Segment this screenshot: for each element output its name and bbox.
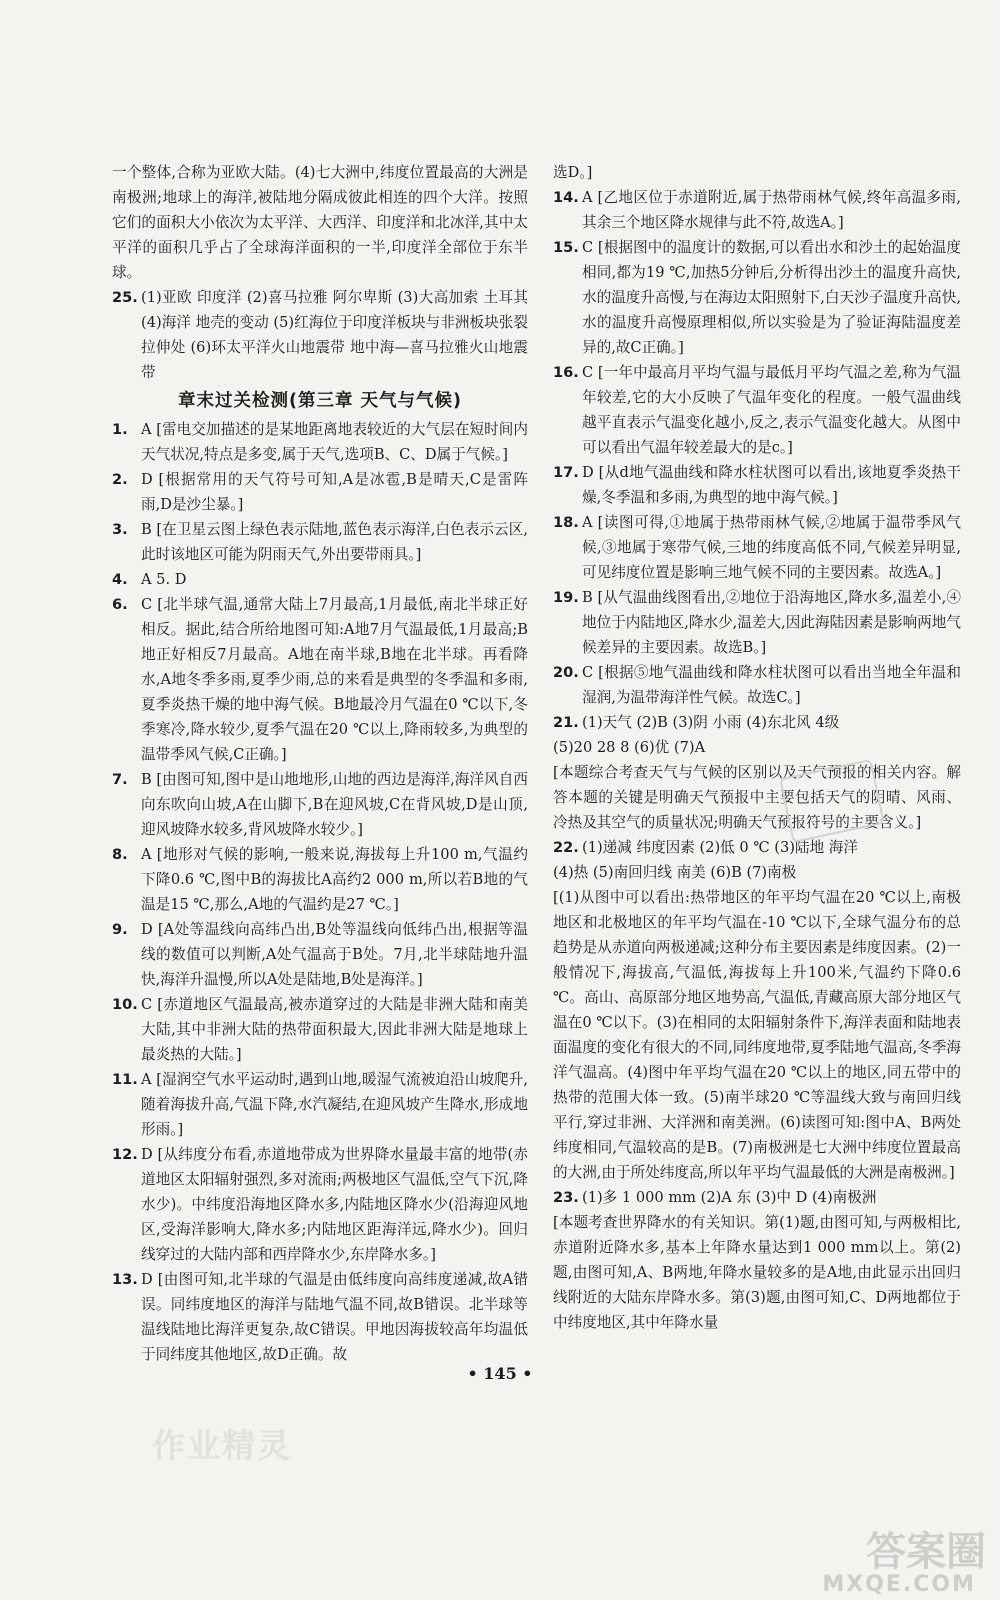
item-text: C [根据图中的温度计的数据,可以看出水和沙土的起始温度相同,都为19 ℃,加热5分钟后,分析得出沙土的温度升高快,水的温度升高慢,与在海边太阳照射下,白天沙子温度升高快,水的温度升高慢原理相似,所以实验是为了验证海陆温度差异的,故C正确。] [582, 239, 961, 356]
item-number: 19. [553, 589, 579, 606]
right-column [553, 160, 961, 1335]
item-number: 3. [112, 521, 128, 538]
item-text: D [从d地气温曲线和降水柱状图可以看出,该地夏季炎热干燥,冬季温和多雨,为典型的地中海气候。] [582, 464, 961, 506]
item-number: 6. [112, 596, 128, 613]
answer-item [553, 510, 961, 585]
item-text: D [根据常用的天气符号可知,A是冰雹,B是晴天,C是雷阵雨,D是沙尘暴。] [141, 471, 528, 513]
answer-item [553, 460, 961, 510]
item-text: A [读图可得,①地属于热带雨林气候,②地属于温带季风气候,③地属于寒带气候,三地的纬度高低不同,气候差异明显,可见纬度位置是影响三地气候不同的主要因素。故选A。] [582, 514, 961, 581]
answer-item [553, 585, 961, 660]
watermark-url: MXQE.COM [822, 1572, 976, 1597]
page-number: • 145 • [467, 1364, 533, 1383]
item-text-line: (4)热 (5)南回归线 南美 (6)B (7)南极 [553, 864, 797, 881]
item-text: A 5. D [141, 571, 187, 588]
item-text: D [A处等温线向高纬凸出,B处等温线向低纬凸出,根据等温线的数值可以判断,A处气温高于B处。7月,北半球陆地升温快,海洋升温慢,所以A处是陆地,B处是海洋。] [141, 921, 528, 988]
item-text: (1)亚欧 印度洋 (2)喜马拉雅 阿尔卑斯 (3)大高加索 土耳其 (4)海洋 地壳的变动 (5)红海位于印度洋板块与非洲板块张裂拉伸处 (6)环太平洋火山地震带 地中海—喜马拉雅火山地震带 [141, 289, 528, 381]
item-number: 23. [553, 1189, 579, 1206]
item-number: 8. [112, 846, 128, 863]
answer-item [112, 992, 528, 1067]
answer-item [553, 1185, 961, 1210]
item-text: C [根据⑤地气温曲线和降水柱状图可以看出当地全年温和湿润,为温带海洋性气候。故选C。] [582, 664, 961, 706]
item-number: 17. [553, 464, 579, 481]
item-number: 4. [112, 571, 128, 588]
answer-item [553, 185, 961, 235]
item-number: 9. [112, 921, 128, 938]
item-text: C [赤道地区气温最高,被赤道穿过的大陆是非洲大陆和南美大陆,其中非洲大陆的热带面积最大,因此非洲大陆是地球上最炎热的大陆。] [141, 996, 528, 1063]
item-number: 20. [553, 664, 579, 681]
answer-item [112, 1267, 528, 1367]
item-number: 7. [112, 771, 128, 788]
chapter-title: 章末过关检测(第三章 天气与气候) [177, 391, 463, 411]
item-number: 22. [553, 839, 579, 856]
watermark-logo: 答案圈 [866, 1529, 986, 1575]
left-answer-list [112, 417, 528, 1367]
item-explanation: [(1)从图中可以看出:热带地区的年平均气温在20 ℃以上,南极地区和北极地区的年平均气温在-10 ℃以下,全球气温分布的总趋势是从赤道向两极递减;这种分布主要因素是纬度因素。(2)一般情况下,海拔高,气温低,海拔每上升100米,气温约下降0.6 ℃。高山、高原部分地区地势高,气温低,青藏高原大部分地区气温在0 ℃以下。(3)在相同的太阳辐射条件下,海洋表面和陆地表面温度的变化有很大的不同,同纬度地带,夏季陆地气温高,冬季海洋气温高。(4)图中年平均气温在20 ℃以上的地区,同五带中的热带的范围大体一致。(5)南半球20 ℃等温线大致与南回归线平行,穿过非洲、大洋洲和南美洲。(6)读图可知:图中A、B两处纬度相同,气温较高的是B。(7)南极洲是七大洲中纬度位置最高的大洲,由于所处纬度高,所以年平均气温最低的大洲是南极洲。] [553, 889, 961, 1181]
item-text: C [北半球气温,通常大陆上7月最高,1月最低,南北半球正好相反。据此,结合所给地图可知:A地7月气温最低,1月最高;B地正好相反7月最高。A地在南半球,B地在北半球。再看降水,A地冬季多雨,夏季少雨,总的来看是典型的冬季温和多雨,夏季炎热干燥的地中海气候。B地最冷月气温在0 ℃以下,冬季寒冷,降水较少,夏季气温在20 ℃以上,降雨较多,为典型的温带季风气候,C正确。] [141, 596, 528, 763]
left-column [112, 160, 528, 1367]
item-text: (1)天气 (2)B (3)阴 小雨 (4)东北风 4级 [582, 714, 840, 731]
answer-item [112, 767, 528, 842]
item-text: A [雷电交加描述的是某地距离地表较近的大气层在短时间内天气状况,特点是多变,属于天气,选项B、C、D属于气候。] [141, 421, 528, 463]
answer-item [112, 1142, 528, 1267]
watermark-text: 作业精灵 [152, 1426, 292, 1465]
item-number: 14. [553, 189, 579, 206]
answer-item [112, 917, 528, 992]
item-text: A [乙地区位于赤道附近,属于热带雨林气候,终年高温多雨,其余三个地区降水规律与此不符,故选A。] [582, 189, 961, 231]
answer-item [553, 235, 961, 360]
item-number: 10. [112, 996, 138, 1013]
item-text: (1)递减 纬度因素 (2)低 0 ℃ (3)陆地 海洋 [582, 839, 858, 856]
item-text: B [从气温曲线图看出,②地位于沿海地区,降水多,温差小,④地位于内陆地区,降水少,温差大,因此海陆因素是影响两地气候差异的主要因素。故选B。] [582, 589, 961, 656]
answer-item [112, 417, 528, 467]
answer-item [553, 360, 961, 460]
answer-item [112, 517, 528, 567]
answer-item [112, 592, 528, 767]
item-text: A [地形对气候的影响,一般来说,海拔每上升100 m,气温约下降0.6 ℃,图中B的海拔比A高约2 000 m,所以若B地的气温是15 ℃,那么,A地的气温约是27 ℃。] [141, 846, 528, 913]
answer-item [112, 285, 528, 385]
item-explanation: [本题考查世界降水的有关知识。第(1)题,由图可知,与两极相比,赤道附近降水多,基本上年降水量达到1 000 mm以上。第(2)题,由图可知,A、B两地,年降水量较多的是A地,由此显示出回归线附近的大陆东岸降水多。第(3)题,由图可知,C、D两地都位于中纬度地区,其中年降水量 [553, 1214, 961, 1331]
answer-item [553, 710, 961, 735]
answer-item [553, 835, 961, 860]
answer-item [112, 842, 528, 917]
item-number: 1. [112, 421, 128, 438]
answer-item [112, 1067, 528, 1142]
item-number: 25. [112, 289, 138, 306]
item-number: 16. [553, 364, 579, 381]
answer-item [112, 567, 528, 592]
item-text-line: (5)20 28 8 (6)优 (7)A [553, 739, 706, 756]
q24-continuation: 一个整体,合称为亚欧大陆。(4)七大洲中,纬度位置最高的大洲是南极洲;地球上的海洋,被陆地分隔成彼此相连的四个大洋。按照它们的面积大小依次为太平洋、大西洋、印度洋和北冰洋,其中太平洋的面积几乎占了全球海洋面积的一半,印度洋全部位于东半球。 [112, 164, 528, 281]
item-text: B [由图可知,图中是山地地形,山地的西边是海洋,海洋风自西向东吹向山坡,A在山脚下,B在迎风坡,C在背风坡,D是山顶,迎风坡降水较多,背风坡降水较少。] [141, 771, 528, 838]
item-text: B [在卫星云图上绿色表示陆地,蓝色表示海洋,白色表示云区,此时该地区可能为阴雨天气,外出要带雨具。] [141, 521, 528, 563]
right-answer-list [553, 185, 961, 710]
answer-item [112, 467, 528, 517]
item-number: 12. [112, 1146, 138, 1163]
item-number: 2. [112, 471, 128, 488]
item-number: 18. [553, 514, 579, 531]
q13-continuation: 选D。] [553, 164, 593, 181]
item-text: (1)多 1 000 mm (2)A 东 (3)中 D (4)南极洲 [582, 1189, 877, 1206]
item-number: 11. [112, 1071, 138, 1088]
item-number: 21. [553, 714, 579, 731]
item-text: D [从纬度分布看,赤道地带成为世界降水量最丰富的地带(赤道地区太阳辐射强烈,多对流雨;两极地区气温低,空气下沉,降水少)。中纬度沿海地区降水多,内陆地区降水少(沿海迎风地区,受海洋影响大,降水多;内陆地区距海洋远,降水少)。回归线穿过的大陆内部和西岸降水少,东岸降水多。] [141, 1146, 528, 1263]
item-text: C [一年中最高月平均气温与最低月平均气温之差,称为气温年较差,它的大小反映了气温年变化的程度。一般气温曲线越平直表示气温变化越小,反之,表示气温变化越大。从图中可以看出气温年较差最大的是c。] [582, 364, 961, 456]
item-number: 13. [112, 1271, 138, 1288]
item-text: A [湿润空气水平运动时,遇到山地,暖湿气流被迫沿山坡爬升,随着海拔升高,气温下降,水汽凝结,在迎风坡产生降水,形成地形雨。] [141, 1071, 528, 1138]
answer-item [553, 660, 961, 710]
item-explanation: [本题综合考查天气与气候的区别以及天气预报的相关内容。解答本题的关键是明确天气预报中主要包括天气的阴晴、风雨、冷热及其空气的质量状况;明确天气预报符号的主要含义。] [553, 764, 961, 831]
item-number: 15. [553, 239, 579, 256]
item-text: D [由图可知,北半球的气温是由低纬度向高纬度递减,故A错误。同纬度地区的海洋与陆地气温不同,故B错误。北半球等温线陆地比海洋更复杂,故C错误。甲地因海拔较高年均温低于同纬度其他地区,故D正确。故 [141, 1271, 528, 1363]
